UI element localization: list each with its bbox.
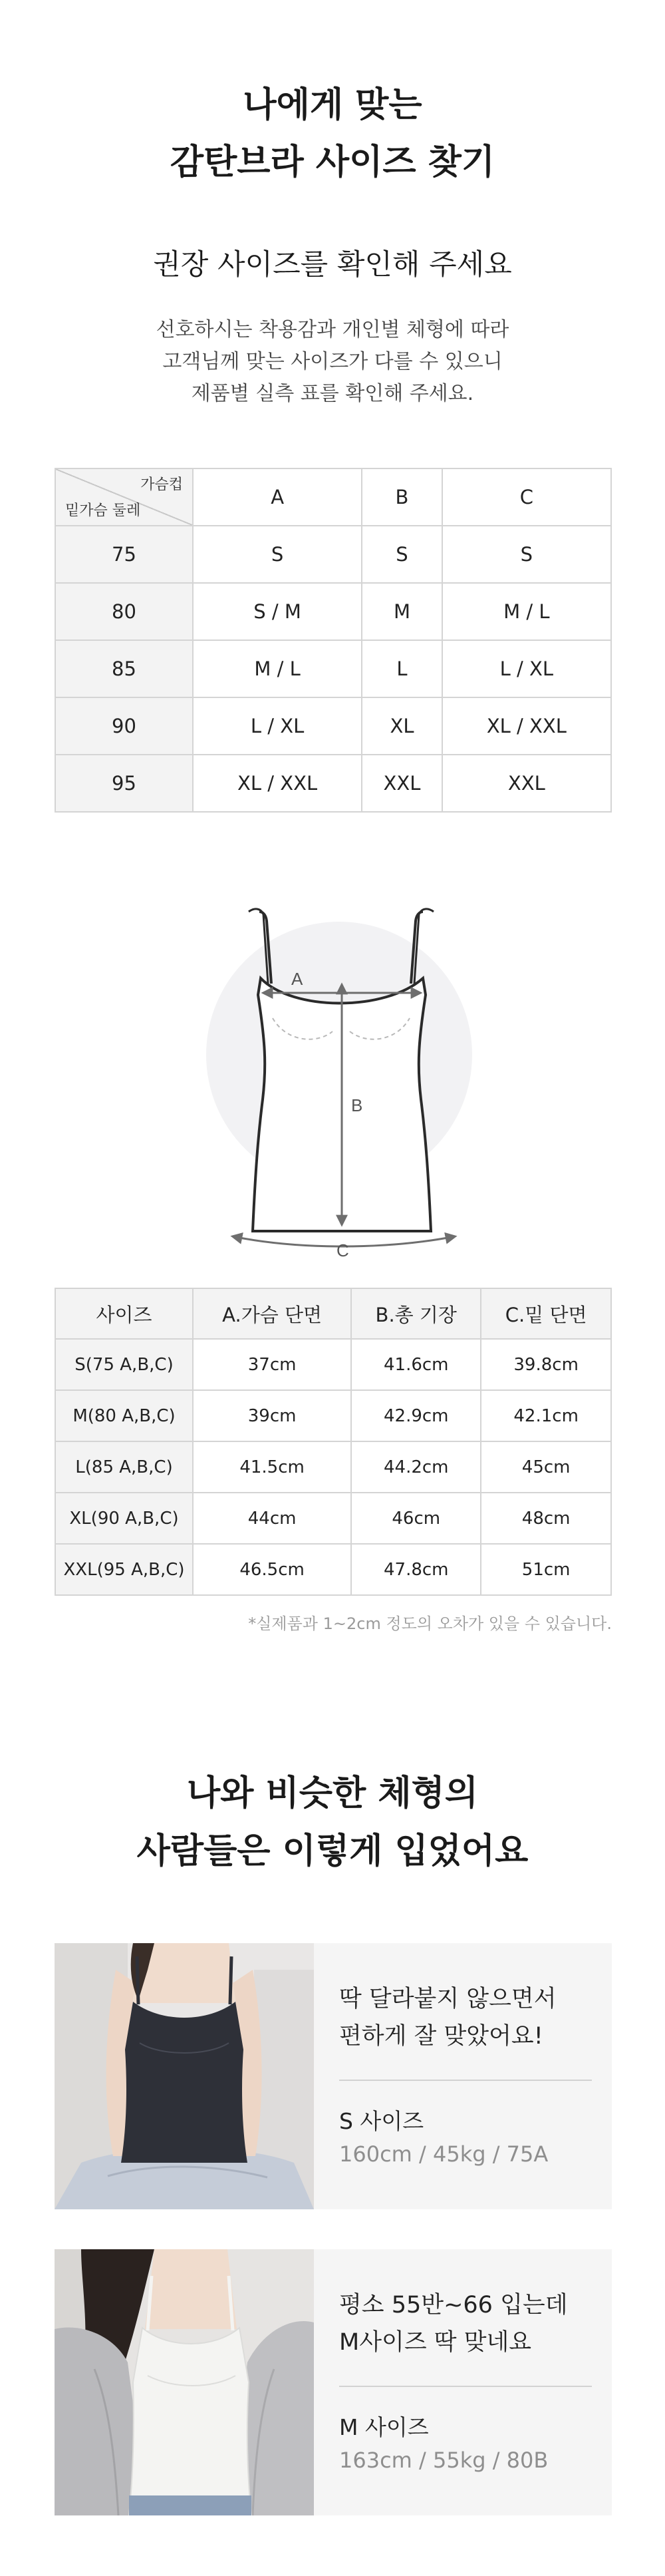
size-name-cell: M(80 A,B,C): [55, 1390, 193, 1441]
table-row: [55, 1390, 611, 1441]
band-size-cell: 85: [55, 640, 193, 697]
description-line3: 제품별 실측 표를 확인해 주세요.: [191, 382, 474, 405]
size-cell: M: [362, 583, 442, 640]
measure-cell: 39cm: [193, 1390, 351, 1441]
table-header-row: [55, 1288, 611, 1339]
size-name-cell: L(85 A,B,C): [55, 1441, 193, 1493]
band-size-cell: 90: [55, 697, 193, 755]
size-cell: L / XL: [193, 697, 362, 755]
description-line2: 고객님께 맞는 사이즈가 다를 수 있으니: [162, 350, 503, 373]
table-row: [55, 1339, 611, 1390]
review-photo: [55, 1943, 314, 2209]
cup-header-label: 가슴컵: [140, 476, 183, 493]
measure-cell: 51cm: [481, 1544, 611, 1595]
table-header-row: [55, 468, 611, 526]
garment-measurement-diagram: [200, 885, 479, 1258]
column-header: C.밑 단면: [481, 1288, 611, 1339]
measure-b-label: B: [351, 1095, 363, 1115]
size-cell: XL / XXL: [193, 755, 362, 812]
recommended-size-table: [55, 468, 612, 813]
review-quote: [339, 1980, 592, 2055]
measure-cell: 39.8cm: [481, 1339, 611, 1390]
size-cell: S: [442, 526, 611, 583]
column-header: 사이즈: [55, 1288, 193, 1339]
column-header: A: [193, 468, 362, 526]
size-cell: S / M: [193, 583, 362, 640]
model-photo-illustration: [55, 2249, 314, 2515]
band-size-cell: 75: [55, 526, 193, 583]
measure-cell: 42.9cm: [351, 1390, 481, 1441]
measurement-table: [55, 1288, 612, 1596]
review-photo: [55, 2249, 314, 2515]
table-row: [55, 1441, 611, 1493]
review-quote-line2: M사이즈 딱 맞네요: [339, 2329, 532, 2356]
measure-cell: 37cm: [193, 1339, 351, 1390]
measure-a-label: A: [291, 969, 303, 989]
table-row: [55, 640, 611, 697]
band-size-cell: 80: [55, 583, 193, 640]
size-name-cell: XL(90 A,B,C): [55, 1493, 193, 1544]
table-row: [55, 1493, 611, 1544]
table-row: [55, 583, 611, 640]
column-header: C: [442, 468, 611, 526]
review-quote-line2: 편하게 잘 맞았어요!: [339, 2023, 543, 2050]
size-name-cell: XXL(95 A,B,C): [55, 1544, 193, 1595]
table-row: [55, 526, 611, 583]
measure-cell: 47.8cm: [351, 1544, 481, 1595]
measure-cell: 44cm: [193, 1493, 351, 1544]
measure-c-label: C: [336, 1240, 349, 1258]
size-cell: M / L: [193, 640, 362, 697]
model-photo-illustration: [55, 1943, 314, 2209]
measure-cell: 46cm: [351, 1493, 481, 1544]
page-title-line1: 나에게 맞는: [243, 85, 422, 125]
measure-cell: 42.1cm: [481, 1390, 611, 1441]
size-cell: XL: [362, 697, 442, 755]
size-cell: M / L: [442, 583, 611, 640]
review-body-spec: 163cm / 55kg / 80B: [339, 2448, 549, 2473]
measure-cell: 45cm: [481, 1441, 611, 1493]
table-corner-cell: [55, 468, 193, 526]
measure-cell: 48cm: [481, 1493, 611, 1544]
measure-cell: 41.5cm: [193, 1441, 351, 1493]
measure-cell: 46.5cm: [193, 1544, 351, 1595]
band-header-label: 밑가슴 둘레: [65, 502, 141, 519]
column-header: A.가슴 단면: [193, 1288, 351, 1339]
review-quote-line1: 딱 달라붙지 않으면서: [339, 1986, 557, 2012]
column-header: B.총 기장: [351, 1288, 481, 1339]
table-row: [55, 1544, 611, 1595]
review-quote-line1: 평소 55반~66 입는데: [339, 2292, 568, 2318]
reviews-title-line2: 사람들은 이렇게 입었어요: [136, 1831, 529, 1871]
size-cell: XL / XXL: [442, 697, 611, 755]
measure-cell: 44.2cm: [351, 1441, 481, 1493]
review-body-spec: 160cm / 45kg / 75A: [339, 2141, 549, 2167]
description-line1: 선호하시는 착용감과 개인별 체형에 따라: [156, 318, 509, 341]
page-title-line2: 감탄브라 사이즈 찾기: [170, 142, 495, 182]
review-divider: [339, 2386, 592, 2387]
size-cell: L: [362, 640, 442, 697]
review-card: [55, 2249, 612, 2515]
size-cell: XXL: [362, 755, 442, 812]
measure-cell: 41.6cm: [351, 1339, 481, 1390]
review-card: [55, 1943, 612, 2209]
table-row: [55, 755, 611, 812]
recommend-subtitle: 권장 사이즈를 확인해 주세요: [153, 248, 512, 281]
column-header: B: [362, 468, 442, 526]
size-cell: XXL: [442, 755, 611, 812]
review-size: S 사이즈: [339, 2108, 424, 2134]
size-cell: L / XL: [442, 640, 611, 697]
review-size: M 사이즈: [339, 2414, 429, 2440]
reviews-title-line1: 나와 비슷한 체형의: [186, 1773, 479, 1813]
table-row: [55, 697, 611, 755]
measurement-tolerance-note: *실제품과 1~2cm 정도의 오차가 있을 수 있습니다.: [248, 1614, 612, 1633]
review-quote: [339, 2287, 592, 2361]
size-name-cell: S(75 A,B,C): [55, 1339, 193, 1390]
band-size-cell: 95: [55, 755, 193, 812]
size-cell: S: [193, 526, 362, 583]
size-cell: S: [362, 526, 442, 583]
review-divider: [339, 2080, 592, 2081]
